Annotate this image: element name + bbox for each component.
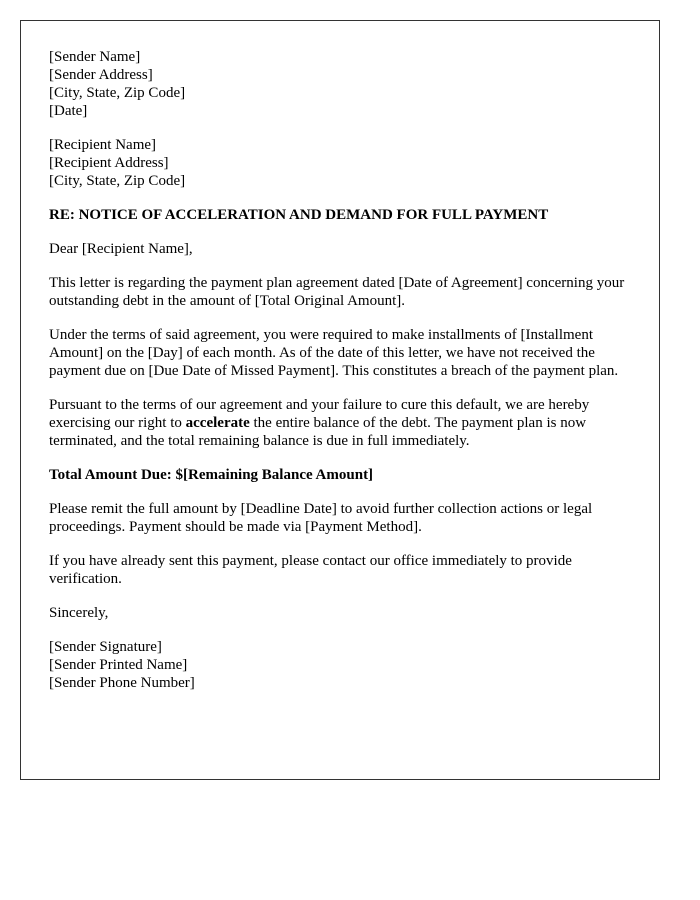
sender-phone-number: [Sender Phone Number] [49, 675, 195, 691]
sender-printed-name: [Sender Printed Name] [49, 657, 188, 673]
body-paragraph-1: This letter is regarding the payment plan agreement dated [Date of Agreement] concerning your outstanding debt in the amount of [Total Original Amount]. [49, 275, 625, 309]
paragraph-3-end: the entire balance of the debt. The payment plan is now terminated, and the total remaining balance is due in full immediately. [49, 415, 587, 449]
recipient-block [49, 136, 631, 190]
recipient-address: [Recipient Address] [49, 155, 169, 171]
paragraph-3-start: Pursuant to the terms of our agreement and your failure to cure this default, we are hereby exercising our right to [49, 397, 590, 431]
body-paragraph-2: Under the terms of said agreement, you were required to make installments of [Installment Amount] on the [Day] of each month. As of the date of this letter, we have not received the payment due on [Due Date of Missed Payment]. This constitutes a breach of the payment plan. [49, 327, 619, 379]
sender-signature: [Sender Signature] [49, 639, 162, 655]
sender-address: [Sender Address] [49, 67, 153, 83]
recipient-city-state-zip: [City, State, Zip Code] [49, 173, 186, 189]
recipient-name: [Recipient Name] [49, 137, 157, 153]
closing: Sincerely, [49, 605, 109, 621]
accelerate-emphasis: accelerate [185, 415, 250, 431]
total-amount-due: Total Amount Due: $[Remaining Balance Amount] [49, 467, 374, 483]
body-paragraph-3 [49, 396, 631, 450]
letter-date: [Date] [49, 103, 88, 119]
letter-page [20, 20, 660, 780]
sender-name: [Sender Name] [49, 49, 141, 65]
body-paragraph-4: Please remit the full amount by [Deadline Date] to avoid further collection actions or legal proceedings. Payment should be made via [Payment Method]. [49, 501, 593, 535]
subject-line: RE: NOTICE OF ACCELERATION AND DEMAND FOR FULL PAYMENT [49, 207, 549, 223]
signature-block [49, 638, 631, 692]
sender-block [49, 48, 631, 120]
body-paragraph-5: If you have already sent this payment, please contact our office immediately to provide verification. [49, 553, 572, 587]
salutation: Dear [Recipient Name], [49, 241, 193, 257]
sender-city-state-zip: [City, State, Zip Code] [49, 85, 186, 101]
